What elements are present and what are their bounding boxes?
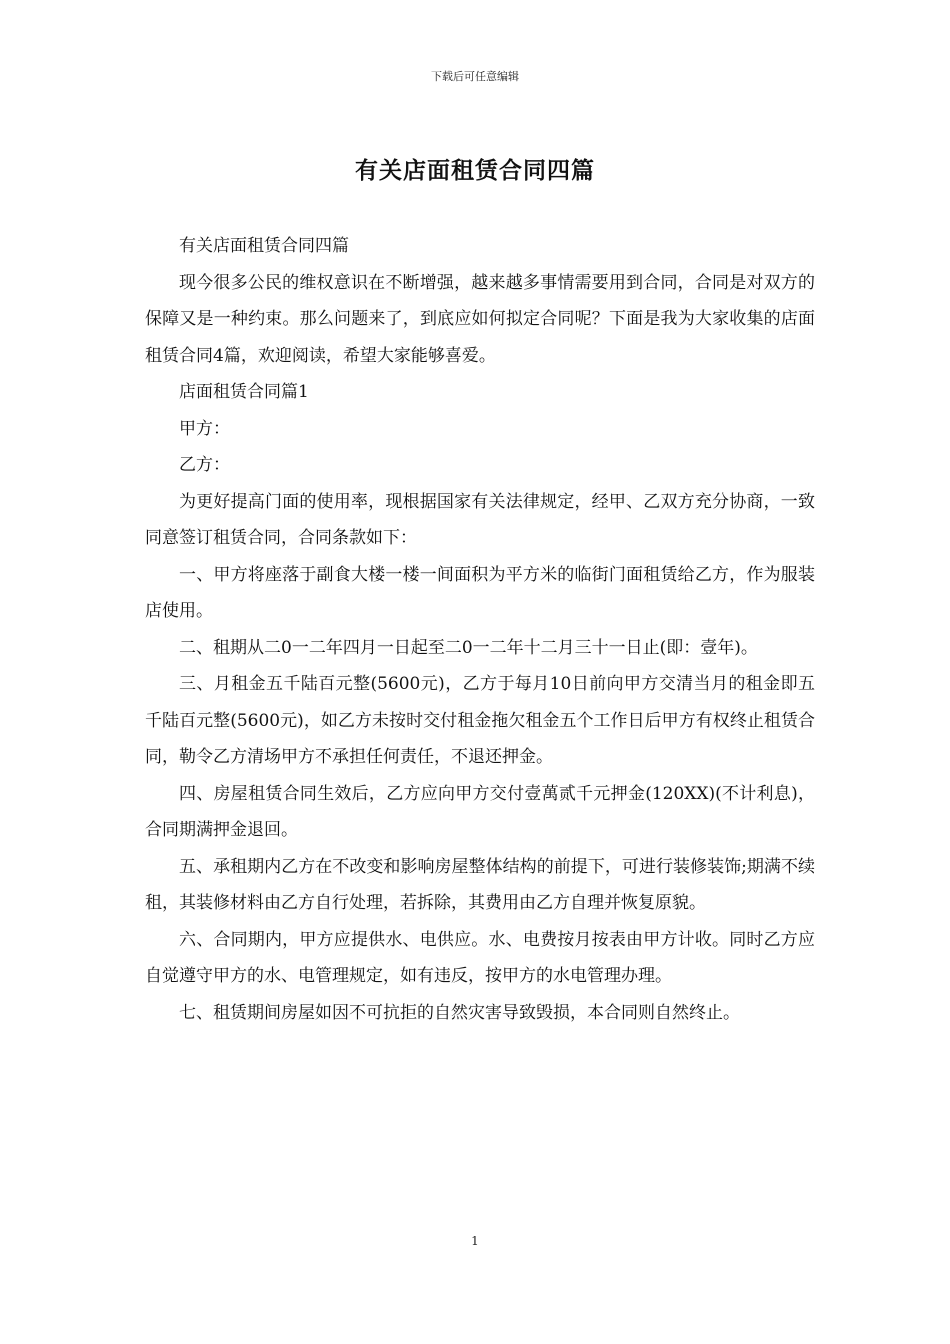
document-body bbox=[145, 228, 815, 1031]
clause-1: 一、甲方将座落于副食大楼一楼一间面积为平方米的临街门面租赁给乙方，作为服装店使用。 bbox=[145, 564, 815, 621]
clause-2: 二、租期从二0一二年四月一日起至二0一二年十二月三十一日止(即：壹年)。 bbox=[179, 637, 758, 658]
clause-5: 五、承租期内乙方在不改变和影响房屋整体结构的前提下，可进行装修装饰;期满不续租，其装修材料由乙方自行处理，若拆除，其费用由乙方自理并恢复原貌。 bbox=[145, 856, 815, 913]
clause-7: 七、租赁期间房屋如因不可抗拒的自然灾害导致毁损，本合同则自然终止。 bbox=[179, 1002, 740, 1023]
section-heading: 店面租赁合同篇1 bbox=[179, 382, 309, 402]
party-a-label: 甲方： bbox=[179, 418, 230, 439]
paragraph: 有关店面租赁合同四篇 bbox=[179, 236, 349, 256]
party-b-label: 乙方： bbox=[179, 455, 230, 475]
header-note: 下载后可任意编辑 bbox=[431, 70, 519, 83]
document-title: 有关店面租赁合同四篇 bbox=[355, 158, 595, 184]
clause-3: 三、月租金五千陆百元整(5600元)，乙方于每月10日前向甲方交清当月的租金即五千陆百元整(5600元)，如乙方未按时交付租金拖欠租金五个工作日后甲方有权终止租赁合同，勒令乙方清场甲方不承担任何责任，不退还押金。 bbox=[145, 674, 815, 767]
paragraph: 现今很多公民的维权意识在不断增强，越来越多事情需要用到合同，合同是对双方的保障又是一种约束。那么问题来了，到底应如何拟定合同呢？下面是我为大家收集的店面租赁合同4篇，欢迎阅读，希望大家能够喜爱。 bbox=[145, 272, 815, 366]
page-number: 1 bbox=[471, 1234, 479, 1248]
clause-6: 六、合同期内，甲方应提供水、电供应。水、电费按月按表由甲方计收。同时乙方应自觉遵守甲方的水、电管理规定，如有违反，按甲方的水电管理办理。 bbox=[145, 929, 815, 986]
paragraph: 为更好提高门面的使用率，现根据国家有关法律规定，经甲、乙双方充分协商，一致同意签订租赁合同，合同条款如下： bbox=[145, 491, 815, 548]
clause-4: 四、房屋租赁合同生效后，乙方应向甲方交付壹萬贰千元押金(120XX)(不计利息)，合同期满押金退回。 bbox=[145, 783, 815, 840]
